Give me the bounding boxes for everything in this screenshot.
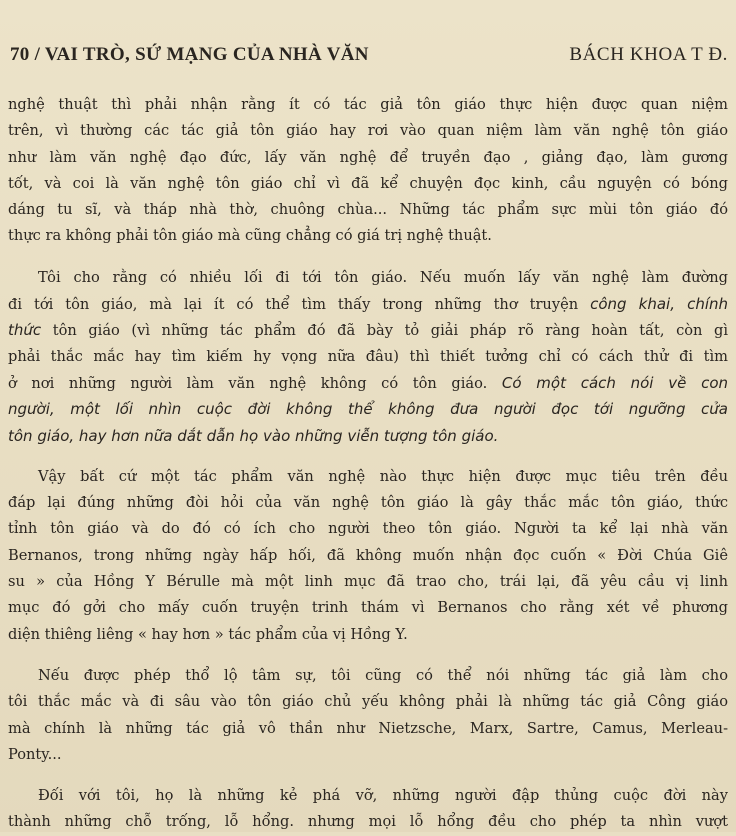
text-line: thành những chỗ trống, lỗ hổng. nhưng mọi lỗ hổng đều cho phép ta nhìn vượt (8, 813, 728, 831)
text-line: dáng tu sĩ, và tháp nhà thờ, chuông chùa... Những tác phẩm sực mùi tôn giáo đó (8, 201, 728, 219)
paragraph-4 (8, 663, 728, 768)
text-line: tốt, và coi là văn nghệ tôn giáo chỉ vì đã kể chuyện đọc kinh, cầu nguyện có bóng (8, 174, 728, 192)
text-run: đi tới tôn giáo, mà lại ít có thể tìm thấy trong những thơ truyện (8, 296, 591, 314)
text-line: tôn giáo, hay hơn nữa dắt dẫn họ vào những viễn tượng tôn giáo. (8, 426, 499, 445)
text-line: phải thắc mắc hay tìm kiếm hy vọng nữa đâu) thì thiết tưởng chỉ có cách thử đi tìm (8, 347, 728, 365)
paragraph-3 (8, 464, 728, 648)
text-line: tỉnh tôn giáo và do đó có ích cho người theo tôn giáo. Người ta kể lại nhà văn (8, 520, 728, 538)
text-line (8, 317, 728, 343)
text-line: su » của Hồng Y Bérulle mà một linh mục đã trao cho, trái lại, đã yêu cầu vị linh (8, 573, 728, 591)
paragraph-gap (8, 648, 728, 663)
text-line: nghệ thuật thì phải nhận rằng ít có tác giả tôn giáo thực hiện được quan niệm (8, 96, 728, 113)
page-body (8, 92, 728, 836)
italic-run: Có một cách nói về con (501, 373, 728, 392)
running-header (10, 44, 728, 74)
text-line: Nếu được phép thổ lộ tâm sự, tôi cũng có thể nói những tác giả làm cho (38, 666, 728, 684)
text-line: tôi thắc mắc và đi sâu vào tôn giáo chủ yếu không phải là những tác giả Công giáo (8, 693, 728, 711)
text-line: người, một lối nhìn cuộc đời không thể không đưa người đọc tới ngưỡng cửa (8, 400, 728, 419)
paragraph-5 (8, 783, 728, 836)
italic-run: thức (8, 321, 42, 340)
text-line: Ponty... (8, 745, 62, 763)
text-line: như làm văn nghệ đạo đức, lấy văn nghệ để truyền đạo , giảng đạo, làm gương (8, 148, 728, 166)
text-line: Bernanos, trong những ngày hấp hối, đã không muốn nhận đọc cuốn « Đời Chúa Giê (8, 546, 728, 564)
header-publication: BÁCH KHOA T Đ. (569, 44, 728, 65)
text-line (8, 370, 728, 396)
italic-run: công khai, chính (590, 295, 728, 314)
text-line: Đối với tôi, họ là những kẻ phá vỡ, những người đập thủng cuộc đời này (38, 787, 728, 805)
paragraph-gap (8, 250, 728, 265)
text-line: trên, vì thường các tác giả tôn giáo hay rơi vào quan niệm làm văn nghệ tôn giáo (8, 122, 728, 140)
text-line: đáp lại đúng những đòi hỏi của văn nghệ tôn giáo là gây thắc mắc tôn giáo, thức (8, 494, 728, 512)
text-line: diện thiêng liêng « hay hơn » tác phẩm của vị Hồng Y. (8, 625, 408, 643)
header-page-title: 70 / VAI TRÒ, SỨ MẠNG CỦA NHÀ VĂN (10, 44, 369, 65)
text-line: thực ra không phải tôn giáo mà cũng chẳng có giá trị nghệ thuật. (8, 227, 492, 245)
text-line (8, 291, 728, 317)
text-line: mà chính là những tác giả vô thần như Nietzsche, Marx, Sartre, Camus, Merleau- (8, 719, 728, 737)
text-run: tôn giáo (vì những tác phẩm đó đã bày tỏ giải pháp rõ ràng hoàn tất, còn gì (41, 322, 728, 340)
paragraph-gap (8, 449, 728, 464)
paragraph-gap (8, 768, 728, 783)
text-line: mục đó gởi cho mấy cuốn truyện trinh thám vì Bernanos cho rằng xét về phương (8, 599, 728, 617)
text-line: Vậy bất cứ một tác phẩm văn nghệ nào thực hiện được mục tiêu trên đều (38, 467, 728, 485)
paragraph-1 (8, 92, 728, 250)
paragraph-2 (8, 265, 728, 449)
text-run: ở nơi những người làm văn nghệ không có tôn giáo. (8, 374, 502, 392)
text-line: Tôi cho rằng có nhiều lối đi tới tôn giáo. Nếu muốn lấy văn nghệ làm đường (38, 268, 728, 286)
